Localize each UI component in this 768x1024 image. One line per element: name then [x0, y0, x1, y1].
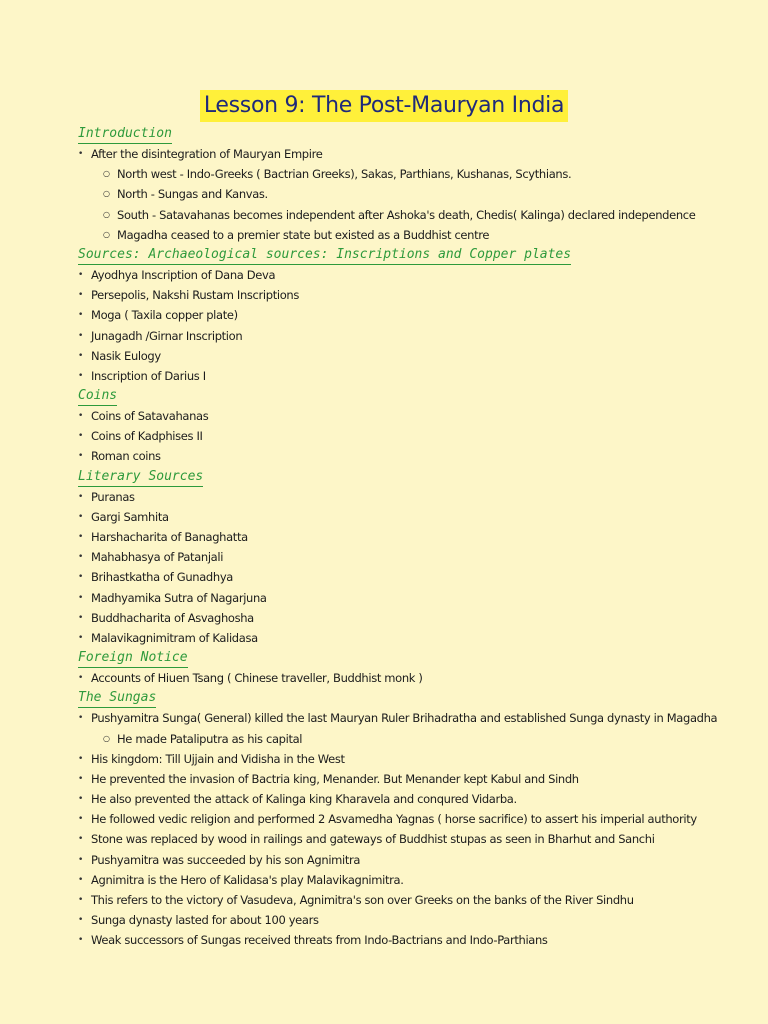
list-item: • Madhyamika Sutra of Nagarjuna: [78, 588, 748, 608]
sources-list: [78, 265, 748, 386]
sub-list-item: ○ He made Pataliputra as his capital: [78, 729, 748, 749]
section-heading-sources: Sources: Archaeological sources: Inscriptions and Copper plates: [78, 246, 571, 265]
list-item: • Puranas: [78, 487, 748, 507]
sub-list-item: ○ North west - Indo-Greeks ( Bactrian Greeks), Sakas, Parthians, Kushanas, Scythians.: [78, 164, 748, 184]
list-item: • He followed vedic religion and performed 2 Asvamedha Yagnas ( horse sacrifice) to assert his imperial authority: [78, 809, 748, 829]
list-item: • Pushyamitra Sunga( General) killed the last Mauryan Ruler Brihadratha and established Sunga dynasty in Magadha: [78, 708, 748, 728]
section-heading-foreign-notice: Foreign Notice: [78, 649, 188, 668]
sungas-list: [78, 708, 748, 950]
literary-list: [78, 487, 748, 649]
list-item: • Roman coins: [78, 446, 748, 466]
list-item: • He also prevented the attack of Kalinga king Kharavela and conqured Vidarba.: [78, 789, 748, 809]
list-item: • Junagadh /Girnar Inscription: [78, 326, 748, 346]
introduction-list: [78, 144, 748, 245]
sub-list-item: ○ South - Satavahanas becomes independent after Ashoka's death, Chedis( Kalinga) declared independence: [78, 205, 748, 225]
list-item: • Agnimitra is the Hero of Kalidasa's play Malavikagnimitra.: [78, 870, 748, 890]
section-heading-sungas: The Sungas: [78, 689, 156, 708]
list-item: • He prevented the invasion of Bactria king, Menander. But Menander kept Kabul and Sindh: [78, 769, 748, 789]
list-item: • Coins of Satavahanas: [78, 406, 748, 426]
foreign-list: [78, 668, 748, 688]
list-item: • Pushyamitra was succeeded by his son Agnimitra: [78, 850, 748, 870]
section-heading-literary-sources: Literary Sources: [78, 468, 203, 487]
coins-list: [78, 406, 748, 467]
list-item: • Stone was replaced by wood in railings and gateways of Buddhist stupas as seen in Bharhut and Sanchi: [78, 829, 748, 849]
list-item: • Brihastkatha of Gunadhya: [78, 567, 748, 587]
list-item: • Accounts of Hiuen Tsang ( Chinese traveller, Buddhist monk ): [78, 668, 748, 688]
list-item: • Ayodhya Inscription of Dana Deva: [78, 265, 748, 285]
sub-list-item: ○ Magadha ceased to a premier state but existed as a Buddhist centre: [78, 225, 748, 245]
list-item: • This refers to the victory of Vasudeva, Agnimitra's son over Greeks on the banks of the River Sindhu: [78, 890, 748, 910]
list-item: • Nasik Eulogy: [78, 346, 748, 366]
list-item: • Persepolis, Nakshi Rustam Inscriptions: [78, 285, 748, 305]
list-item: • Moga ( Taxila copper plate): [78, 305, 748, 325]
list-item: • Mahabhasya of Patanjali: [78, 547, 748, 567]
section-heading-coins: Coins: [78, 387, 117, 406]
list-item: • Harshacharita of Banaghatta: [78, 527, 748, 547]
list-item: • Buddhacharita of Asvaghosha: [78, 608, 748, 628]
list-item: • Malavikagnimitram of Kalidasa: [78, 628, 748, 648]
section-heading-introduction: Introduction: [78, 125, 172, 144]
list-item: • His kingdom: Till Ujjain and Vidisha in the West: [78, 749, 748, 769]
list-item: • Inscription of Darius I: [78, 366, 748, 386]
document-content: [78, 124, 748, 951]
list-item: • Sunga dynasty lasted for about 100 years: [78, 910, 748, 930]
list-item: • Weak successors of Sungas received threats from Indo-Bactrians and Indo-Parthians: [78, 930, 748, 950]
list-item: • Gargi Samhita: [78, 507, 748, 527]
title-wrap: [0, 90, 768, 122]
list-item: • Coins of Kadphises II: [78, 426, 748, 446]
list-item: • After the disintegration of Mauryan Empire: [78, 144, 748, 164]
sub-list-item: ○ North - Sungas and Kanvas.: [78, 184, 748, 204]
page-title: Lesson 9: The Post-Mauryan India: [200, 90, 568, 122]
